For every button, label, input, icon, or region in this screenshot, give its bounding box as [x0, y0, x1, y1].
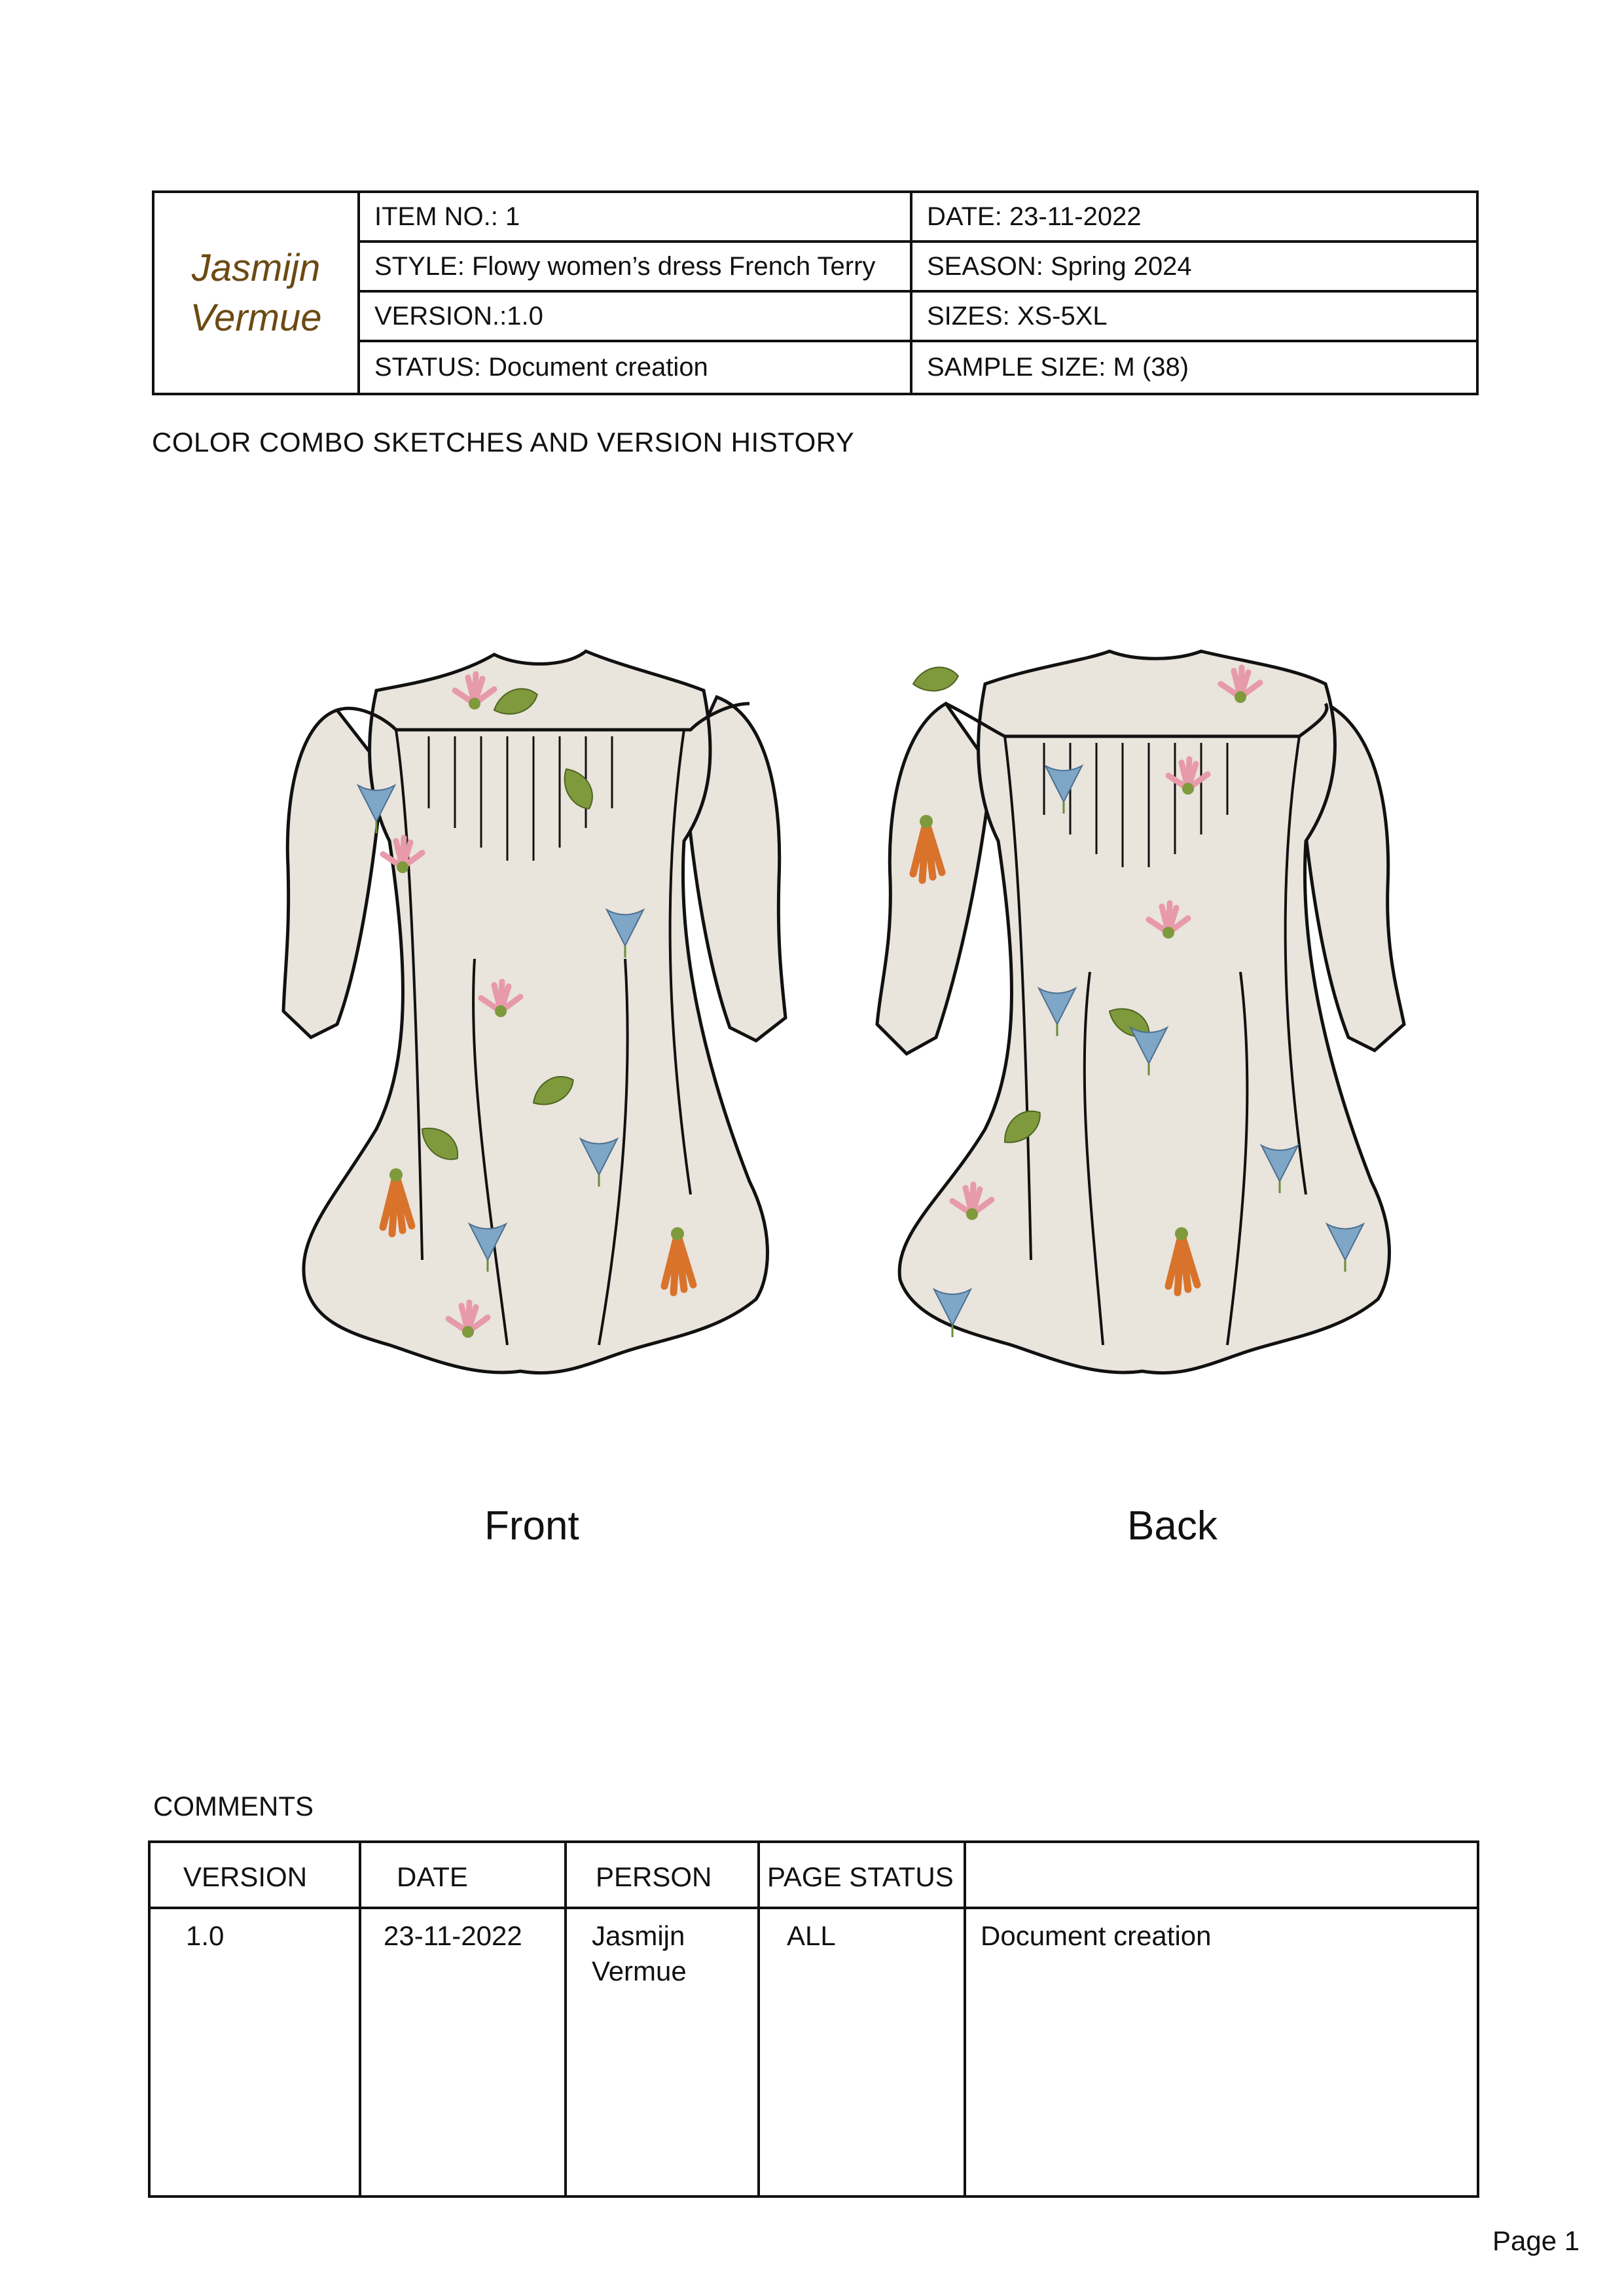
dress-front-sketch [259, 605, 808, 1496]
row-person-line2: Vermue [592, 1956, 687, 1986]
version-field: VERSION.:1.0 [360, 293, 912, 342]
document-date: DATE: 23-11-2022 [912, 193, 1476, 243]
brand-name-line1: Jasmijn [191, 246, 321, 289]
item-number: ITEM NO.: 1 [360, 193, 912, 243]
dress-back-sketch [874, 605, 1424, 1496]
sample-size-field: SAMPLE SIZE: M (38) [927, 353, 1189, 382]
header-date: DATE [397, 1861, 468, 1892]
column-page-status [760, 1843, 966, 2195]
front-view-label: Front [484, 1503, 579, 1549]
brand-name-line2: Vermue [190, 296, 322, 339]
page-number: Page 1 [1492, 2225, 1580, 2256]
row-person-line1: Jasmijn [592, 1920, 685, 1951]
header-fields [360, 193, 1476, 393]
header-divider [151, 1907, 1477, 1909]
header-table [152, 190, 1479, 395]
header-page-status: PAGE STATUS [767, 1861, 954, 1892]
comments-table [148, 1840, 1479, 2198]
column-date [361, 1843, 567, 2195]
column-person [567, 1843, 760, 2195]
sizes-field: SIZES: XS-5XL [912, 293, 1476, 342]
row-comment: Document creation [981, 1920, 1212, 1951]
header-version: VERSION [183, 1861, 308, 1892]
header-person: PERSON [596, 1861, 712, 1892]
row-date: 23-11-2022 [384, 1920, 522, 1951]
comments-title: COMMENTS [153, 1791, 314, 1821]
column-version [151, 1843, 361, 2195]
brand-logo [154, 193, 360, 393]
row-page-status: ALL [787, 1920, 836, 1951]
style-field: STYLE: Flowy women’s dress French Terry [360, 243, 912, 293]
status-field: STATUS: Document creation [360, 342, 912, 393]
season-field: SEASON: Spring 2024 [912, 243, 1476, 293]
row-version: 1.0 [186, 1920, 225, 1951]
back-view-label: Back [1127, 1503, 1218, 1549]
section-title: COLOR COMBO SKETCHES AND VERSION HISTORY [152, 427, 855, 457]
